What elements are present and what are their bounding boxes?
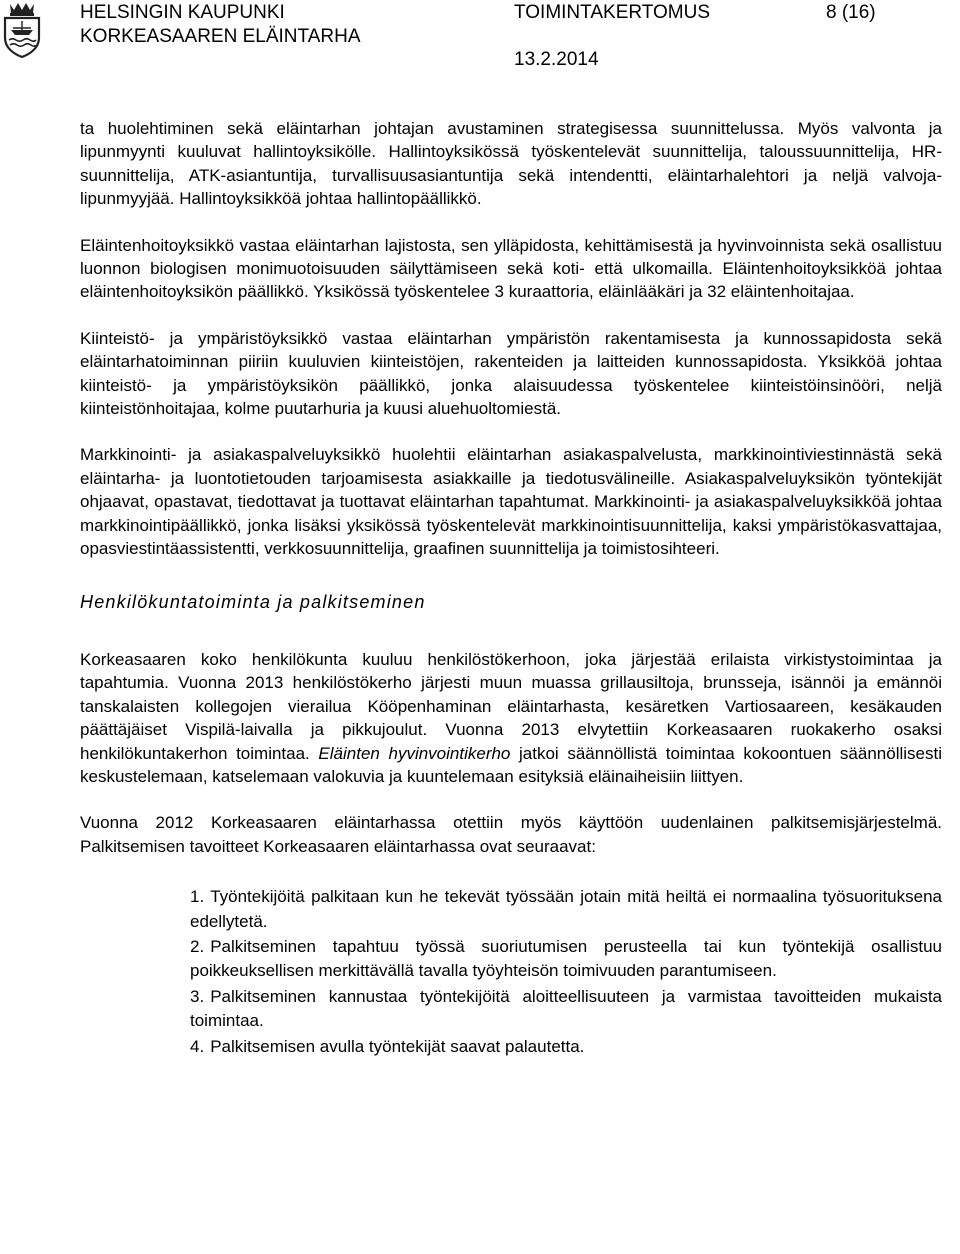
list-item-number: 3. <box>190 986 205 1006</box>
header-page-number: 8 (16) <box>826 2 876 23</box>
list-item-text: Palkitseminen kannustaa työntekijöitä aloitteellisuuteen ja varmistaa tavoitteiden mukaista toimintaa. <box>190 986 942 1031</box>
paragraph-administration: ta huolehtiminen sekä eläintarhan johtajan avustaminen strategisessa suunnittelussa. Myös valvonta ja lipunmyynti kuuluvat hallintoyksikölle. Hallintoyksikössä työskentelevät suunnittelija, taloussuunnittelija, HR-suunnittelija, ATK-asiantuntija, turvallisuusasiantuntija sekä intendentti, eläintarhalehtori ja neljä valvoja-lipunmyyjää. Hallintoyksikköä johtaa hallintopäällikkö. <box>80 119 942 209</box>
section-heading: Henkilökuntatoiminta ja palkitseminen <box>80 591 426 612</box>
paragraph-staff-club-text-a: Korkeasaaren koko henkilökunta kuuluu henkilöstökerhoon, joka järjestää erilaista virkistystoimintaa ja tapahtumia. Vuonna 2013 henkilöstökerho järjesti muun muassa grillausiltoja, brunsseja, isännöi ja emännöi tanskalaisten kollegojen vierailua Kööpenhaminan eläintarhasta, kesäretken Vartiosaareen, kesäkauden päättäjäiset Vispilä-laivalla ja pikkujoulut. Vuonna 2013 elvytettiin Korkeasaaren ruokakerho osaksi henkilökuntakerhon toimintaa. <box>80 649 942 763</box>
helsinki-crest-icon <box>0 0 44 58</box>
header-date: 13.2.2014 <box>514 49 599 70</box>
list-item <box>190 885 942 934</box>
club-name-emphasis: Eläinten hyvinvointikerho <box>318 743 511 763</box>
header-department: KORKEASAAREN ELÄINTARHA <box>80 26 361 47</box>
list-item <box>190 1035 942 1059</box>
header-organization: HELSINGIN KAUPUNKI <box>80 2 285 23</box>
paragraph-marketing: Markkinointi- ja asiakaspalveluyksikkö huolehtii eläintarhan asiakaspalvelusta, markkinointiviestinnästä sekä eläintarha- ja luontotietouden tarjoamisesta asiakkaille ja tiedotusvälineille. Asiakaspalveluyksikön työntekijät ohjaavat, opastavat, tiedottavat ja tuottavat eläintarhan tapahtumat. Markkinointi- ja asiakaspalveluyksikköä johtaa markkinointipäällikkö, jonka lisäksi yksikössä työskentelevät markkinointisuunnittelija, kaksi ympäristökasvattajaa, opasviestintäassistentti, verkkosuunnittelija, graafinen suunnittelija ja toimistosihteeri. <box>80 445 942 559</box>
paragraph-reward-system: Vuonna 2012 Korkeasaaren eläintarhassa otettiin myös käyttöön uudenlainen palkitsemisjärjestelmä. Palkitsemisen tavoitteet Korkeasaaren eläintarhassa ovat seuraavat: <box>80 813 942 856</box>
list-item <box>190 935 942 984</box>
list-item-text: Palkitsemisen avulla työntekijät saavat palautetta. <box>210 1036 585 1056</box>
reward-goals-list <box>80 885 942 1059</box>
paragraph-staff-club <box>80 648 942 788</box>
paragraph-property-environment: Kiinteistö- ja ympäristöyksikkö vastaa eläintarhan ympäristön rakentamisesta ja kunnossapidosta sekä eläintarhatoiminnan piiriin kuuluvien kiinteistöjen, rakenteiden ja laitteiden kunnossapidosta. Yksikköä johtaa kiinteistö- ja ympäristöyksikön päällikkö, jonka alaisuudessa työskentelee kiinteistöinsinööri, neljä kiinteistönhoitajaa, kolme puutarhuria ja kuusi aluehuoltomiestä. <box>80 328 942 419</box>
paragraph-animal-care: Eläintenhoitoyksikkö vastaa eläintarhan lajistosta, sen ylläpidosta, kehittämisestä ja hyvinvoinnista sekä osallistuu luonnon biologisen monimuotoisuuden säilyttämiseen sekä koti- että ulkomailla. Eläintenhoitoyksikköä johtaa eläintenhoitoyksikön päällikkö. Yksikössä työskentelee 3 kuraattoria, eläinlääkäri ja 32 eläintenhoitajaa. <box>80 235 942 302</box>
paragraph-staff-club-text-b: jatkoi säännöllistä toimintaa kokoontuen säännöllisesti keskustelemaan, katselemaan valokuvia ja kuuntelemaan esityksiä eläinaiheisiin liittyen. <box>80 743 942 786</box>
list-item-number: 1. <box>190 887 205 907</box>
list-item-number: 4. <box>190 1036 205 1056</box>
header-document-title: TOIMINTAKERTOMUS <box>514 2 711 23</box>
list-item-text: Työntekijöitä palkitaan kun he tekevät työssään jotain mitä heiltä ei normaalina työsuorituksena edellytetä. <box>190 887 942 931</box>
list-item <box>190 985 942 1034</box>
list-item-number: 2. <box>190 936 205 956</box>
document-body <box>80 117 942 1060</box>
list-item-text: Palkitseminen tapahtuu työssä suoriutumisen perusteella tai kun työntekijä osallistuu poikkeuksellisen merkittävällä tavalla työyhteisön toimivuuden parantumiseen. <box>190 936 942 981</box>
